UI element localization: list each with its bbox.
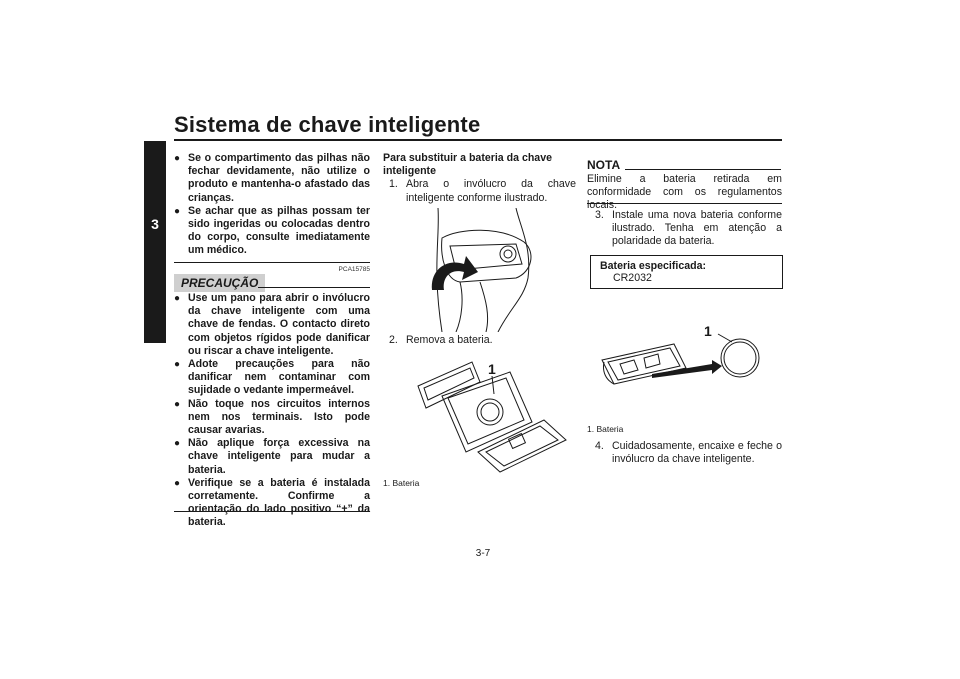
caution-list	[174, 292, 370, 530]
warning-list	[174, 152, 370, 258]
nota-bottom-rule	[587, 203, 782, 204]
caution-body	[174, 292, 370, 530]
step-item	[389, 334, 576, 347]
title-rule	[174, 139, 782, 141]
section-heading: Para substituir a bateria da chave inteligente	[383, 152, 552, 178]
middle-column	[383, 152, 576, 205]
nota-label: NOTA	[587, 158, 621, 172]
right-step-4	[587, 440, 782, 466]
caution-item: ● Verifique se a bateria é instalada corretamente. Confirme a orientação do lado positivo “+” da bateria.	[174, 477, 370, 530]
page-title: Sistema de chave inteligente	[174, 112, 481, 137]
caution-item: ● Não toque nos circuitos internos nem nos terminais. Isto pode causar avarias.	[174, 398, 370, 438]
caution-bottom-rule	[174, 511, 370, 512]
right-step-3	[587, 209, 782, 249]
warning-item: ● Se achar que as pilhas possam ter sido ingeridas ou colocadas dentro do corpo, consulte imediatamente um médico.	[174, 205, 370, 258]
rotate-arrow-icon	[432, 256, 478, 290]
left-column	[174, 152, 370, 258]
step-item	[389, 178, 576, 204]
figure-remove-battery	[414, 356, 570, 474]
spec-box	[590, 255, 783, 289]
figure3-callout: 1	[704, 323, 712, 339]
caution-item: ● Não aplique força excessiva na chave inteligente para mudar a bateria.	[174, 437, 370, 477]
step-number: 1.	[389, 178, 398, 191]
insert-arrow-icon	[652, 360, 722, 378]
step-number: 3.	[595, 209, 604, 221]
step-number: 2.	[389, 334, 398, 346]
nota-text: Elimine a bateria retirada em conformidade com os regulamentos locais.	[587, 173, 782, 212]
step-number: 4.	[595, 440, 604, 452]
figure-open-key	[420, 208, 550, 332]
steps-list-4	[595, 440, 782, 466]
caution-item: ● Use um pano para abrir o invólucro da chave inteligente com uma chave de fendas. O contacto direto com objetos rígidos pode danificar ou riscar a chave inteligente.	[174, 292, 370, 358]
step-text: Remova a bateria.	[406, 334, 493, 346]
caution-item: ● Adote precauções para não danificar nem contaminar com sujidade o vedante impermeável.	[174, 358, 370, 398]
nota-rule	[625, 169, 781, 170]
steps-list-3	[595, 209, 782, 249]
page-number: 3-7	[475, 548, 491, 559]
step-item	[595, 209, 782, 249]
step-text: Cuidadosamente, encaixe e feche o invólucro da chave inteligente.	[612, 440, 782, 466]
figure2-callout: 1	[488, 361, 496, 377]
chapter-tab-number: 3	[151, 216, 159, 232]
caution-header	[174, 274, 265, 292]
spec-value: CR2032	[613, 272, 652, 284]
caution-label: PRECAUÇÃO	[174, 274, 265, 292]
middle-step-2	[383, 334, 576, 347]
warning-item: ● Se o compartimento das pilhas não fechar devidamente, não utilize o produto e mantenha-o afastado das crianças.	[174, 152, 370, 205]
figure3-caption: 1. Bateria	[587, 424, 624, 434]
step-item	[595, 440, 782, 466]
figure-install-battery	[600, 322, 768, 414]
caution-top-rule	[174, 262, 370, 263]
figure2-caption: 1. Bateria	[383, 478, 420, 488]
caution-code: PCA15785	[338, 266, 370, 273]
steps-list-1	[389, 178, 576, 204]
spec-title: Bateria especificada:	[600, 260, 706, 272]
step-text: Abra o invólucro da chave inteligente conforme ilustrado.	[406, 178, 576, 204]
chapter-tab	[144, 141, 166, 343]
steps-list-2	[389, 334, 576, 347]
caution-label-rule	[258, 287, 370, 288]
step-text: Instale uma nova bateria conforme ilustrado. Tenha em atenção a polaridade da bateria.	[612, 209, 782, 248]
